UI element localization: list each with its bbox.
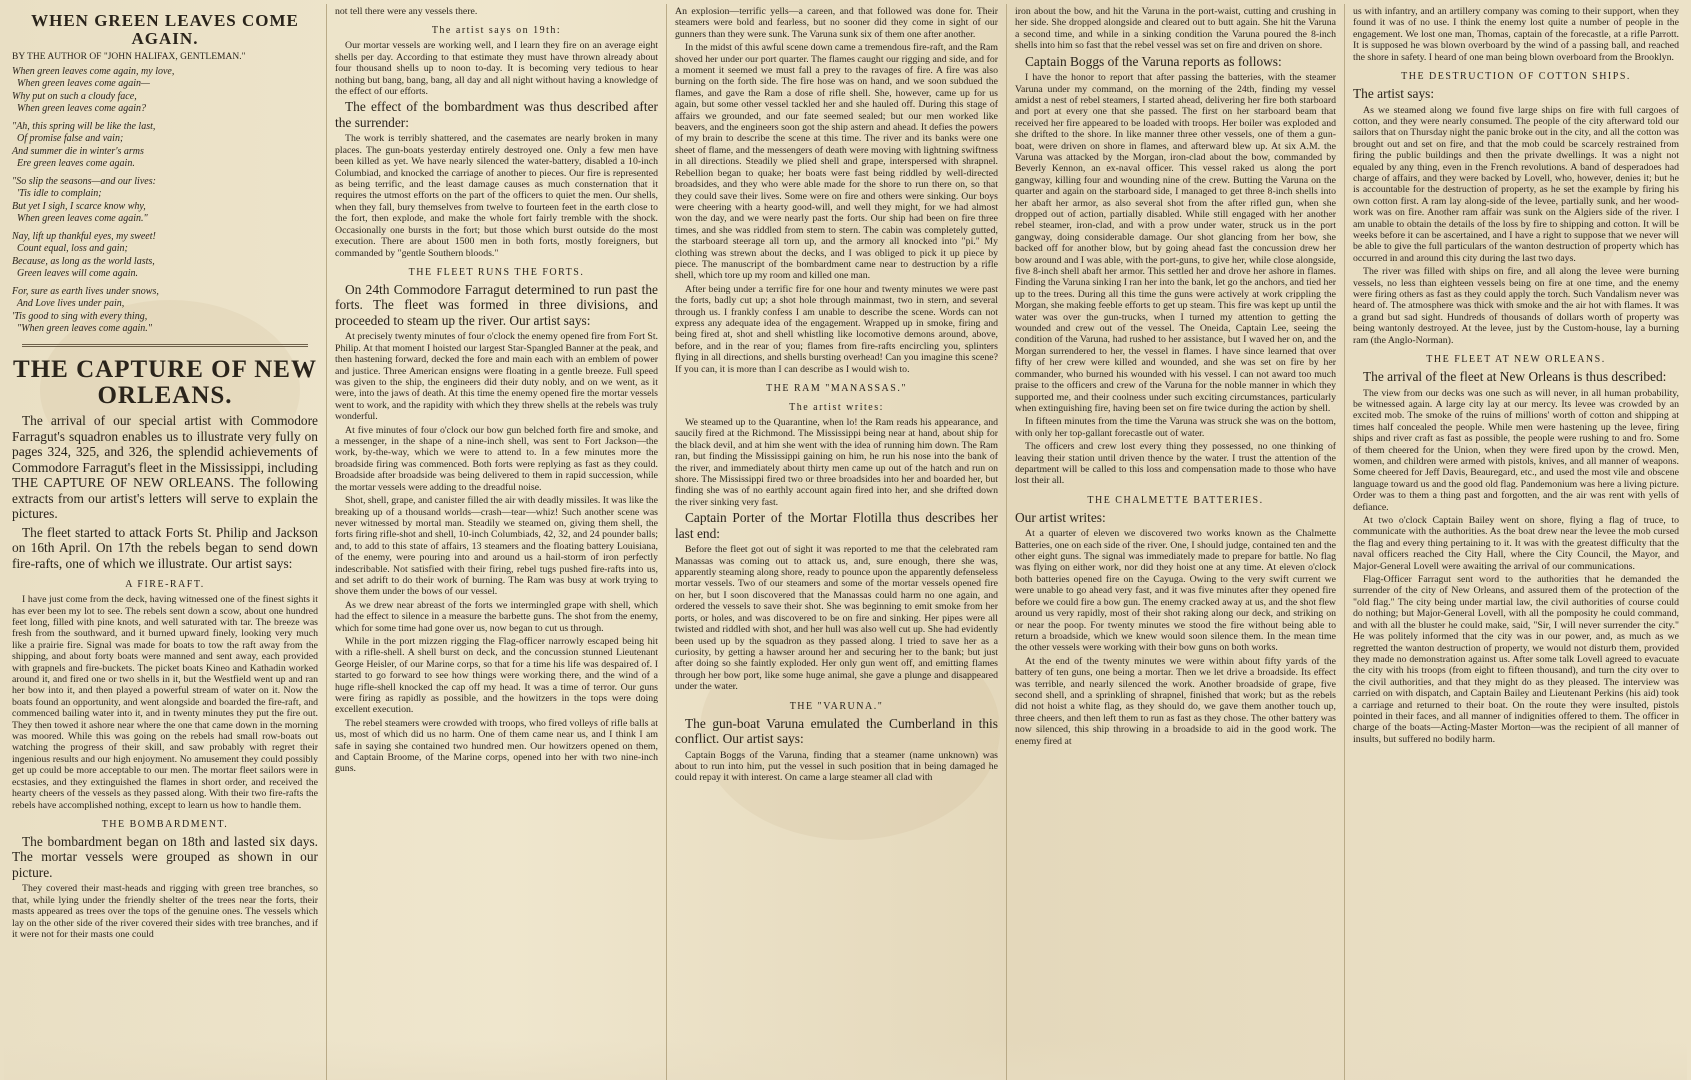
body-paragraph: As we steamed along we found five large ships on fire with full cargoes of cotton, and they were nearly consumed. The people of the city afterward told our sailors that on Thursday night the panic broke out in the city, and all the cotton was brought out and set on fire, and that the mob could be scarcely restrained from firing the public buildings and then the private dwellings. It was a night not equaled by any thing, even in the French revolutions. A band of desperadoes had charge of affairs, and they were backed by Lovell, who, however, denies it; but he is accountable for the destruction of property, as he set the example by firing his own cotton first. A ram lay along-side of the levee, partially sunk, and her wood-work was on fire. Another ram affair was sunk on the Algiers side of the river. I am unable to obtain the details of the loss by fire to shipping and cotton. It will be weeks before it can be ascertained, and I have a right to suppose that we never will be able to give the full particulars of the wanton destruction of property which has occurred in and around this city during the last two days. bbox=[1353, 104, 1679, 264]
body-paragraph: After being under a terrific fire for one hour and twenty minutes we were past the forts, badly cut up; a shot hole through mainmast, two in stern, and several through us. I frankly confess I am unable to describe the scene. Words can not express any adequate idea of the engagement. Wrapped up in smoke, firing and being fired at, shot and shell whistling like locomotive demons around, above, before, and in the rear of you; flames from fire-rafts encircling you, splinters flying in all directions, and shells bursting overhead! Can you imagine this scene? If you can, it is more than I can describe as I would wish to. bbox=[675, 283, 998, 375]
poem-line: Ere green leaves come again. bbox=[12, 158, 135, 170]
section-heading-fleet-runs: THE FLEET RUNS THE FORTS. bbox=[408, 266, 585, 278]
body-paragraph: The river was filled with ships on fire, and all along the levee were burning vessels, no less than eighteen vessels being on fire at one time, and the enemy were firing others as fast as they could apply the torch. Such Vandalism never was heard of. The atmosphere was thick with smoke and the air hot with flames. It was a grand but sad sight. Hundreds of thousands of dollars worth of property was being wantonly destroyed. At the levee, just by the Custom-house, lay a burning ram (the Anglo-Norman). bbox=[1353, 266, 1679, 346]
article-intro: The arrival of our special artist with Commodore Farragut's squadron enables us to illustrate very fully on pages 324, 325, and 326, the splendid achievements of Commodore Farragut's fleet in the Mississippi, including THE CAPTURE OF NEW ORLEANS. The following extracts from our artist's letters will serve to explain the pictures. bbox=[12, 413, 318, 522]
section-heading-bombardment: THE BOMBARDMENT. bbox=[101, 818, 229, 830]
lead-paragraph: Captain Boggs of the Varuna reports as follows: bbox=[1025, 53, 1282, 69]
section-heading-arrival: THE FLEET AT NEW ORLEANS. bbox=[1426, 354, 1606, 366]
poem-stanza bbox=[12, 66, 318, 116]
body-paragraph: The rebel steamers were crowded with troops, who fired volleys of rifle balls at us, most of which did us no harm. One of them came near us, and I think I am safe in saying she contained two hundred men. Our howitzers opened on them, and Captain Broome, of the Marine corps, opened into her with two nine-inch guns. bbox=[335, 717, 658, 775]
section-heading-says19: The artist says on 19th: bbox=[431, 25, 562, 37]
poem-line: And Love lives under pain, bbox=[12, 298, 125, 310]
section-heading-chalmette: THE CHALMETTE BATTERIES. bbox=[1087, 494, 1264, 506]
body-paragraph: While in the port mizzen rigging the Flag-officer narrowly escaped being hit with a rifle-shell. A shell burst on deck, and the concussion stunned Lieutenant George Heisler, of our Marine corps, so that for a time his life was despaired of. I started to go forward to see how things were working there, and the wind of a huge rifle-shell knocked the cap off my head. It was a time of terror. Our guns were firing as rapidly as possible, and the howitzers in the tops were doing excellent execution. bbox=[335, 635, 658, 716]
poem-line: Because, as long as the world lasts, bbox=[12, 255, 155, 267]
body-paragraph: Captain Boggs of the Varuna, finding that a steamer (name unknown) was about to run into him, put the vessel in such position that in being damaged he could repay it with interest. On came a large steamer all clad with bbox=[675, 749, 998, 784]
poem-stanza bbox=[12, 176, 318, 226]
body-paragraph: The officers and crew lost every thing they possessed, no one thinking of leaving their station until driven thence by the water. I trust the attention of the department will be called to this loss and compensation made to those who have lost their all. bbox=[1015, 441, 1336, 487]
body-paragraph: We steamed up to the Quarantine, when lo! the Ram reads his appearance, and saucily fired at the Richmond. The Mississippi being near at hand, about ship for the black devil, and at him she went with the idea of running him down. The Ram ran, but finding the Mississippi gaining on him, he run his nose into the bank of the river, and immediately about thirty men came up out of the hatch and run on shore. The Mississippi fired two or three broadsides into her and boarded her, but finding she was of no earthly account again fired into her, and she drifted down the river sinking very fast. bbox=[675, 417, 998, 508]
divider bbox=[22, 344, 308, 347]
body-paragraph: At two o'clock Captain Bailey went on shore, flying a flag of truce, to communicate with the authorities. As the boat drew near the levee the mob cursed the flag and every thing pertaining to it. It was with the greatest difficulty that the naval officers reached the City Hall, where the City Council, the Mayor, and Major-General Lovell were awaiting the arrival of our communications. bbox=[1353, 515, 1679, 572]
section-heading-varuna: THE "VARUNA." bbox=[789, 700, 884, 712]
poem-line: For, sure as earth lives under snows, bbox=[12, 285, 159, 297]
lead-paragraph: The effect of the bombardment was thus described after the surrender: bbox=[335, 99, 658, 130]
poem-line: And summer die in winter's arms bbox=[12, 145, 144, 157]
poem-line: Count equal, loss and gain; bbox=[12, 243, 128, 255]
column-2 bbox=[327, 4, 667, 1080]
lead-paragraph: Our artist writes: bbox=[1015, 509, 1106, 525]
article-intro-2: The fleet started to attack Forts St. Philip and Jackson on 16th April. On 17th the rebels began to send down fire-rafts, one of which we illustrate. Our artist says: bbox=[12, 524, 318, 571]
poem-line: 'Tis idle to complain; bbox=[12, 188, 102, 200]
body-paragraph: us with infantry, and an artillery company was coming to their support, when they found it was of no use. I think the enemy lost quite a number of people in the engagement. We lost one man, Thomas, captain of the forecastle, at a rifle Parrott. It is supposed he was blown overboard by the wind of a passing ball, and reached the shore in safety. I heard of one man being blown overboard from the Brooklyn. bbox=[1353, 6, 1679, 63]
poem-stanza bbox=[12, 121, 318, 171]
section-heading-ram: THE RAM "MANASSAS." bbox=[766, 383, 907, 394]
body-paragraph: iron about the bow, and hit the Varuna in the port-waist, cutting and crushing in her side. She dropped alongside and cleared out to butt again. She hit the Varuna a second time, and while in a sinking condition the Varuna poured the 8-inch shells into him so fast that the rebel vessel was set on fire and driven on shore. bbox=[1015, 6, 1336, 52]
lead-paragraph: Captain Porter of the Mortar Flotilla thus describes her last end: bbox=[675, 510, 998, 541]
poem-line: When green leaves come again." bbox=[12, 213, 148, 225]
body-paragraph: not tell there were any vessels there. bbox=[335, 6, 478, 17]
body-paragraph: As we drew near abreast of the forts we intermingled grape with shell, which had the effect to silence in a measure the barbette guns. The shot from the enemy, which for some time had gone over us, now began to cut us through. bbox=[335, 599, 658, 634]
poem-stanza bbox=[12, 286, 318, 336]
column-3 bbox=[667, 4, 1007, 1080]
poem-line: "So slip the seasons—and our lives: bbox=[12, 175, 156, 187]
body-paragraph: Shot, shell, grape, and canister filled the air with deadly missiles. It was like the breaking up of a thousand worlds—crash—tear—whiz! Such another scene was never witnessed by mortal man. Steadily we steamed on, giving them shell, the forts firing rifle-shot and shell, 10-inch Columbiads, 42, 32, and 24 pounder balls; and, to add to this state of affairs, 13 steamers and the floating battery Louisiana, of the enemy, were pouring into and around us a hail-storm of iron perfectly indescribable. Not satisfied with their firing, rebel tugs pushed fire-rafts into us, and set adrift to do their work of burning. The Ram was busy at work trying to shove them under the bows of our vessel. bbox=[335, 495, 658, 598]
poem-line: "Ah, this spring will be like the last, bbox=[12, 120, 156, 132]
lead-paragraph: On 24th Commodore Farragut determined to run past the forts. The fleet was formed in three divisions, and proceeded to steam up the river. Our artist says: bbox=[335, 281, 658, 328]
poem bbox=[12, 66, 318, 336]
column-1 bbox=[4, 4, 327, 1080]
poem-line: But yet I sigh, I scarce know why, bbox=[12, 200, 146, 212]
body-paragraph: An explosion—terrific yells—a careen, and that followed was done for. Their steamers were bold and fearless, but no sooner did they come in sight of our gunners than they were sunk. The Varuna sunk six of them one after another. bbox=[675, 6, 998, 40]
article-title: THE CAPTURE OF NEW ORLEANS. bbox=[13, 355, 317, 409]
body-paragraph: They covered their mast-heads and rigging with green tree branches, so that, while lying under the friendly shelter of the trees near the forts, their masts appeared as trees over the tops of the genuine ones. The vessels which lay on the other side of the river covered their sides with tree branches, and if it were not for their masts one could bbox=[12, 883, 318, 941]
body-paragraph: Before the fleet got out of sight it was reported to me that the celebrated ram Manassas was coming out to attack us, and, sure enough, there she was, apparently steaming along shore, ready to pounce upon the apparently defenseless mortar vessels. Two of our steamers and some of the mortar vessels opened fire on her, but I soon discovered that the Manassas could harm no one again, and ordered the vessels to save their shot. She was beginning to emit smoke from her ports, or holes, and was discovered to be on fire and sinking. Her pipes were all twisted and riddled with shot, and her hull was also well cut up. She had evidently been used up by the squadron as they passed along. I tried to save her as a curiosity, by getting a hawser around her and securing her to the bank; but just after doing so she faintly exploded. Her only gun went off, and emitting flames through her bow port, like some huge animal, she gave a plunge and disappeared under the water. bbox=[675, 544, 998, 693]
body-paragraph: The view from our decks was one such as will never, in all human probability, be witnessed again. A large city lay at our mercy. Its levee was crowded by an excited mob. The smoke of the ruins of millions' worth of cotton and shipping at times half concealed the people. While men were hastening up the levee, firing ships and river craft as fast as possible, the people were rushing to and fro. Some of them cheered for the Union, when they were fired upon by the crowd. Men, women, and children were armed with pistols, knives, and all manner of weapons. Some cheered for Jeff Davis, Beauregard, etc., and used the most vile and obscene language toward us and the good old flag. Pandemonium was here a living picture. Order was to them a thing past and forgotten, and the air was rent with yells of defiance. bbox=[1353, 387, 1679, 513]
body-paragraph: In fifteen minutes from the time the Varuna was struck she was on the bottom, with only her top-gallant forecastle out of water. bbox=[1015, 416, 1336, 439]
body-paragraph: Our mortar vessels are working well, and I learn they fire on an average eight shells per day. According to that estimate they must have thrown already about four thousand shells up to noon to-day. It is becoming very tedious to hear nothing but bang, bang, bang, all day and all night without having a knowledge of the effect of our efforts. bbox=[335, 40, 658, 98]
column-5 bbox=[1345, 4, 1687, 1080]
poem-line: Why put on such a cloudy face, bbox=[12, 90, 137, 102]
body-paragraph: At a quarter of eleven we discovered two works known as the Chalmette Batteries, one on each side of the river. One, I should judge, contained ten and the other eight guns. The signal was immediately made to prepare for battle. No flag was flying on either work, nor did they hoist one at any time. At eleven o'clock both batteries opened fire on the Cayuga. Owing to the very swift current we were unable to go ahead very fast, and it was five minutes after they opened fire before we could fire a bow gun. The enemy cracked away at us, and the shot flew around us very rapidly, most of their shot raking along our deck, and striking on or near the poop. For twenty minutes we stood the fire without being able to return a broadside, which we knew would soon silence them. In the mean time the other vessels were working with their bow guns on both works. bbox=[1015, 528, 1336, 654]
poem-title: WHEN GREEN LEAVES COME AGAIN. bbox=[31, 11, 299, 48]
lead-paragraph: The arrival of the fleet at New Orleans is thus described: bbox=[1363, 369, 1667, 385]
lead-paragraph: The bombardment began on 18th and lasted six days. The mortar vessels were grouped as shown in our picture. bbox=[12, 833, 318, 880]
body-paragraph: I have just come from the deck, having witnessed one of the finest sights it has ever been my lot to see. The rebels sent down a scow, about one hundred feet long, filled with pine knots, and well saturated with tar. The breeze was fresh from the southward, and it burned upward finely, looking very much like a prairie fire. Signal was made for boats to tow the raft away from the shipping, and about forty boats were manned and sent away, each provided with grapnels and fire-buckets. The picket boats Kineo and Kathadin worked around it, and fired one or two shells in it, but the Westfield went up and ran her bow into it, and then played a powerful stream of water on it. Now the boats found an opportunity, and went alongside and boarded the fire-raft, and commenced bailing water into it, and in twenty minutes they put the fire out. They then towed it ashore near where the one that came down in the morning was moored. While this was going on the rebels had small row-boats out watching the progress of their skill, and saw probably with regret their ingenious results and our high enjoyment. No amusement they could possibly get up could be more acceptable to our men. The mortar fleet sailors were in ecstasies, and they extinguished the flames in short order, and received the hearty cheers of the vessels as they passed along. With their two fire-rafts the rebels have accomplished nothing, except to learn us how to handle them. bbox=[12, 594, 318, 811]
section-heading-fireraft: A FIRE-RAFT. bbox=[125, 579, 205, 591]
body-paragraph: Flag-Officer Farragut sent word to the authorities that he demanded the surrender of the city of New Orleans, and assured them of the protection of the "old flag." The city being under martial law, the civil authorities of course could do nothing; but Major-General Lovell, with all the pomposity he could command, and with all the bluster he could make, said, "Sir, I will never surrender the city." He was politely informed that the city was in our power, and, as much as we regretted the wanton destruction of property, we would not disturb them, provided they made no demonstration against us. After some talk Lovell agreed to evacuate the city with his troops (from eight to fifteen thousand), and turn the city over to the civil authorities, and that they might do as they pleased. The interview was carried on with dispatch, and Captain Bailey and Lieutenant Perkins (his aid) took a carriage and returned to their boat. On the route they were insulted, pistols pointed in their faces, and all manner of indignities offered to them. The officer in charge of the boats—Acting-Master Morton—was the recipient of all manner of insults, but suffered no bodily harm. bbox=[1353, 574, 1679, 745]
poem-line: Green leaves will come again. bbox=[12, 268, 138, 280]
body-paragraph: At the end of the twenty minutes we were within about fifty yards of the battery of ten guns, one being a mortar. Then we let drive a broadside. Its effect was terrible, and nearly silenced the work. Another broadside of grape, five second shell, and a sprinkling of shrapnel, finished that work; but as the rebels did not hoist a white flag, as they should do, we gave them another touch up, three cheers, and then left them to run as fast as they chose. The other battery was now silenced, this ship throwing in a broadside to aid in the good work. The enemy fired at bbox=[1015, 655, 1336, 747]
poem-line: Of promise false and vain; bbox=[12, 133, 124, 145]
poem-byline: BY THE AUTHOR OF "JOHN HALIFAX, GENTLEMAN." bbox=[12, 51, 246, 62]
poem-line: "When green leaves come again." bbox=[12, 323, 152, 335]
body-paragraph: At five minutes of four o'clock our bow gun belched forth fire and smoke, and a messenger, in the shape of a nine-inch shell, was sent to Fort Jackson—the work, by-the-way, which we were to attend to. In a few minutes more the broadside firing was commenced. Both forts were replying as fast as they could. Broadside after broadside was being delivered to them in rapid succession, while the mortar vessels were adding to the dreadful noise. bbox=[335, 424, 658, 493]
body-paragraph: The work is terribly shattered, and the casemates are nearly broken in many places. The gun-boats yesterday entirely destroyed one. Only a few men have been killed as yet. We have nearly silenced the water-battery, disabled a 10-inch Columbiad, and knocked the carriage of another to pieces. Our fire is represented as being terrific, and the least damage causes as much consternation that it requires the utmost efforts on the part of the officers to quiet the men. Our shells, when they fall, bury themselves from twelve to fourteen feet in the earth close to the fort, then explode, and make the whole fort fairly tremble with the shock. Occasionally one bursts in the fort; but those which burst outside do the most execution. There are about 1500 men in both forts, mostly foreigners, but commanded by "gentle Southern bloods." bbox=[335, 133, 658, 259]
body-paragraph: At precisely twenty minutes of four o'clock the enemy opened fire from Fort St. Philip. At that moment I hoisted our largest Star-Spangled Banner at the peak, and then hastening forward, decked the fore and main each with an emblem of power and justice. Three American ensigns were floating in a gentle breeze. Full speed was given to the ship, the engineers did their duty nobly, and on we went, as it were, into the jaws of death. At this time the enemy opened fire the mortar vessels went to work, and the rapidity with which they threw shells at the rebels was truly wonderful. bbox=[335, 331, 659, 423]
poem-line: Nay, lift up thankful eyes, my sweet! bbox=[12, 230, 156, 242]
section-heading-cotton: THE DESTRUCTION OF COTTON SHIPS. bbox=[1401, 71, 1631, 83]
body-paragraph: In the midst of this awful scene down came a tremendous fire-raft, and the Ram shoved her under our port quarter. The flames caught our rigging and side, and for a moment it seemed we must fall a prey to the ravages of fire. A fire was also burning on the forth side. The fire hose was on hand, and we soon subdued the flames, and gave the Ram a dose of rifle shell. She, however, came up for us again, but some other vessel tackled her and she hauled off. During this stage of affairs we grounded, and our fate seemed sealed; but our men worked like beavers, and the engineers soon got the ship astern and ahead. It defies the powers of my brain to describe the scene at this time. The river and its banks were one sheet of flame, and the messengers of death were moving with lightning swiftness in all directions. Steadily we plied shell and grape, interspersed with shrapnel. Rebellion began to quake; her boats were fast being riddled by well-directed broadsides, and they who were able made for the shore to run there on, so that they could save their lives. Some were on fire and others were sinking. Our boys were cheering with a hearty good-will, and well they might, for we had almost won the day, and we were nearly past the forts. Our ship had been on fire three times, and she was riddled from stem to stern. The cabin was completely gutted, the starboard steerage all torn up, and the armory all knocked into "pi." My clothing was strewn about the decks, and I was obliged to pick it up piece by piece. The manuscript of the bombardment came near to destruction by a rifle shell, which tore up my room and killed one man. bbox=[675, 42, 998, 282]
lead-paragraph: The gun-boat Varuna emulated the Cumberland in this conflict. Our artist says: bbox=[675, 715, 998, 747]
lead-paragraph: The artist says: bbox=[1353, 86, 1435, 102]
body-paragraph: I have the honor to report that after passing the batteries, with the steamer Varuna under my command, on the morning of the 24th, finding my vessel amidst a nest of rebel steamers, I started ahead, delivering her fire both starboard and port at every one that she passed. The first on her starboard beam that received her fire appeared to be loaded with troops. Her boiler was exploded and she drifted to the shore. In like manner three other vessels, one of them a gun-boat, were driven on shore in flames, and afterward blew up. At six A.M. the Varuna was attacked by the Morgan, iron-clad about the bow, commanded by Beverly Kennon, an ex-naval officer. This vessel raked us along the port gangway, killing four and wounding nine of the crew. Butting the Varuna on the quarter and again on the starboard side, I managed to get three 8-inch shells into her abaft her armor, as also several shot from the after rifled gun, when she dropped out of action, partially disabled. While still engaged with her another rebel steamer, iron-clad, and with a prow under water, struck us in the port gangway, doing considerable damage. Our shot glancing from her bow, she backed off for another blow, but by going ahead fast the concussion drew her bow around and I was able, with the port-guns, to give her, while close alongside, five 8-inch shell abaft her armor. This settled her and drove her ashore in flames. Finding the Varuna sinking I ran her into the bank, let go the anchors, and tied her up to the trees. During all this time the guns were actively at work crippling the Morgan, she making feeble efforts to get up steam. This fire was kept up until the water was over the gun-trucks, when I turned my attention to getting the wounded and crew out of the vessel. The Oneida, Captain Lee, seeing the condition of the Varuna, had rushed to her assistance, but I waved her on, and the Morgan surrendered to her, the vessel in flames. I have since learned that over fifty of her crew were killed and wounded, and she was set on fire by her commander, who burned his wounded with his vessel. I can not award too much praise to the officers and crew of the Varuna for the noble manner in which they supported me, and their coolness under such exciting circumstances, particularly when extinguishing fire, having been set on fire twice during the action by shell. bbox=[1015, 72, 1336, 414]
poem-line: When green leaves come again? bbox=[12, 103, 147, 115]
poem-stanza bbox=[12, 231, 318, 281]
section-subheading: The artist writes: bbox=[789, 402, 884, 413]
poem-line: When green leaves come again, my love, bbox=[12, 65, 175, 77]
column-4 bbox=[1007, 4, 1345, 1080]
poem-line: 'Tis good to sing with every thing, bbox=[12, 310, 148, 322]
poem-line: When green leaves come again— bbox=[12, 78, 150, 90]
